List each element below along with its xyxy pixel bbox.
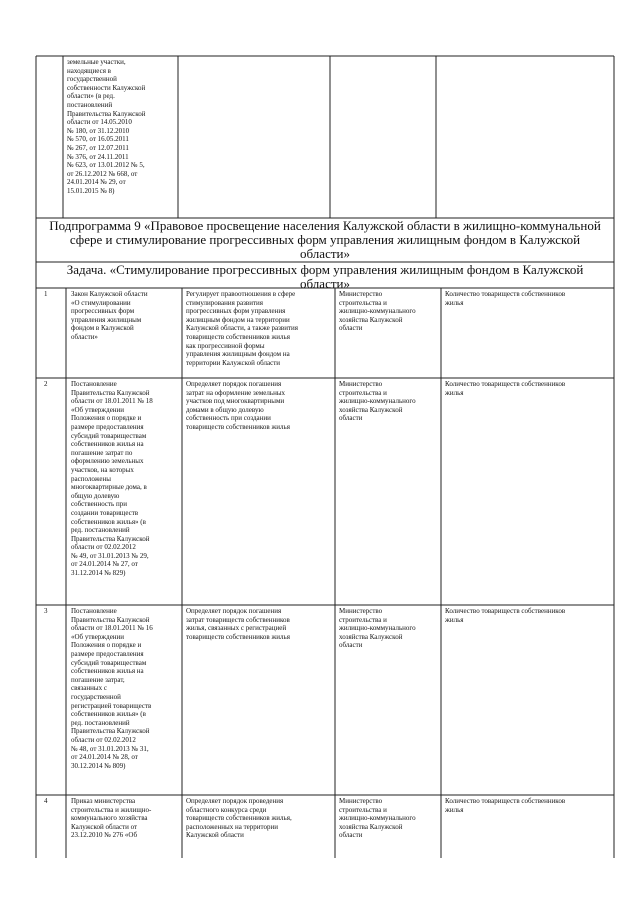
top-row-act-cell: земельные участки, находящиеся в государственной собственности Калужской области» (в ред. постановлений Правительства Калужской области от 14.05.2010 № 180, от 31.12.2010 № 570, от 16.05.2011 № 267, от 12.07.2011 № 376, от 24.11.2011 № 623, от 13.01.2012 № 5, от 26.12.2012 № 668, от 24.01.2014 № 29, от 15.01.2015 № 8) [67, 58, 146, 195]
row-2-number: 2 [44, 380, 48, 388]
row-4-indicator-cell: Количество товариществ собственников жилья [445, 797, 566, 814]
subprogram-title: Подпрограмма 9 «Правовое просвещение населения Калужской области в жилищно-коммунальной сфере и стимулирование прогрессивных форм управления жилищным фондом в Калужской области» [49, 218, 601, 261]
row-2-act-cell: Постановление Правительства Калужской области от 18.01.2011 № 18 «Об утверждении Положения о порядке и размере предоставления субсидий товариществам собственников жилья на погашение затрат по оформлению земельных участков, на которых расположены многоквартирные дома, в общую долевую собственность при создании товариществ собственников жилья» (в ред. постановлений Правительства Калужской области от 02.02.2012 № 49, от 31.01.2013 № 29, от 24.01.2014 № 27, от 31.12.2014 № 829) [71, 380, 153, 578]
row-3-content-cell: Определяет порядок погашения затрат товариществ собственников жилья, связанных с регистрацией товариществ собственников жилья [186, 607, 290, 641]
task-title: Задача. «Стимулирование прогрессивных форм управления жилищным фондом в Калужской области» [66, 262, 584, 291]
row-3-act-cell: Постановление Правительства Калужской области от 18.01.2011 № 16 «Об утверждении Положения о порядке и размере предоставления субсидий товариществам собственников жилья на погашение затрат, связанных с государственной регистрацией товариществ собственников жилья» (в ред. постановлений Правительства Калужской области от 02.02.2012 № 48, от 31.01.2013 № 31, от 24.01.2014 № 28, от 30.12.2014 № 809) [71, 607, 153, 770]
row-1-act-cell: Закон Калужской области «О стимулировании прогрессивных форм управления жилищным фондом в Калужской области» [71, 290, 148, 341]
row-3-number: 3 [44, 607, 48, 615]
row-2-executor-cell: Министерство строительства и жилищно-коммунального хозяйства Калужской области [339, 380, 416, 423]
row-2-indicator-cell: Количество товариществ собственников жилья [445, 380, 566, 397]
row-2-content-cell: Определяет порядок погашения затрат на оформление земельных участков под многоквартирными домами в общую долевую собственность при создании товариществ собственников жилья [186, 380, 290, 431]
row-4-content-cell: Определяет порядок проведения областного конкурса среди товариществ собственников жилья, расположенных на территории Калужской области [186, 797, 292, 840]
row-4-number: 4 [44, 797, 48, 805]
row-3-executor-cell: Министерство строительства и жилищно-коммунального хозяйства Калужской области [339, 607, 416, 650]
row-4-executor-cell: Министерство строительства и жилищно-коммунального хозяйства Калужской области [339, 797, 416, 840]
row-3-indicator-cell: Количество товариществ собственников жилья [445, 607, 566, 624]
row-1-number: 1 [44, 290, 48, 298]
row-1-executor-cell: Министерство строительства и жилищно-коммунального хозяйства Калужской области [339, 290, 416, 333]
row-1-content-cell: Регулирует правоотношения в сфере стимулирования развития прогрессивных форм управления жилищным фондом на территории Калужской области, а также развития товариществ собственников жилья как прогрессивной формы управления жилищным фондом на территории Калужской области [186, 290, 298, 367]
row-4-act-cell: Приказ министерства строительства и жилищно- коммунального хозяйства Калужской области от 23.12.2010 № 276 «Об [71, 797, 152, 840]
row-1-indicator-cell: Количество товариществ собственников жилья [445, 290, 566, 307]
